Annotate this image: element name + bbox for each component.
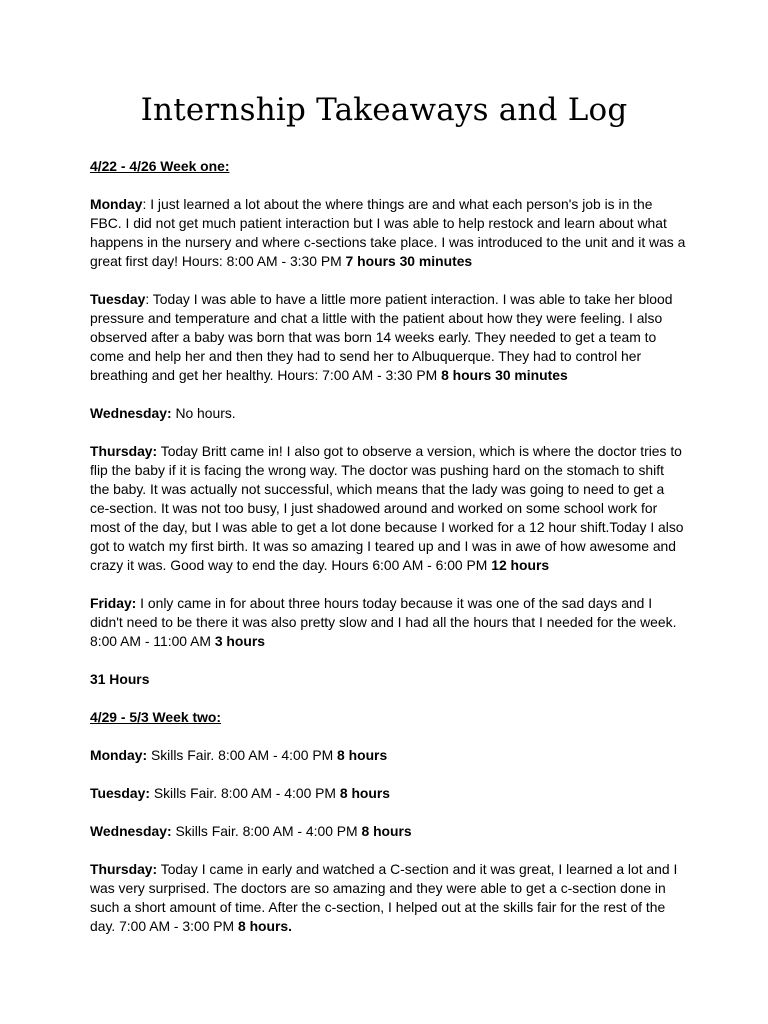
log-entry-tuesday — [90, 784, 686, 803]
week-heading: 4/22 - 4/26 Week one: — [90, 158, 230, 174]
log-entry-thursday — [90, 860, 686, 936]
entry-text: Today Britt came in! I also got to observe a version, which is where the doctor tries to flip the baby if it is facing the wrong way. The doctor was pushing hard on the stomach to shift the baby. It was actually not successful, which means that the lady was going to need to get a ce-section. It was not too busy, I just shadowed around and worked on some school work for most of the day, but I was able to get a lot done because I worked for a 12 hour shift.Today I also got to watch my first birth. It was so amazing I teared up and I was in awe of how awesome and crazy it was. Good way to end the day. Hours 6:00 AM - 6:00 PM — [90, 443, 684, 573]
day-label: Tuesday: — [90, 785, 150, 801]
entry-hours: 3 hours — [214, 633, 265, 649]
entry-text: No hours. — [175, 405, 236, 421]
day-label: Monday — [90, 196, 143, 212]
entry-hours: 8 hours. — [237, 918, 293, 934]
day-label: Wednesday: — [90, 823, 172, 839]
day-label: Thursday: — [90, 443, 158, 459]
entry-hours: 12 hours — [491, 557, 550, 573]
entry-text: Today I came in early and watched a C-section and it was great, I learned a lot and I was very surprised. The doctors are so amazing and they were able to get a c-section done in such a short amount of time. After the c-section, I helped out at the skills fair for the rest of the day. 7:00 AM - 3:00 PM — [90, 861, 678, 934]
log-entry-tuesday — [90, 290, 686, 385]
entry-text: Today I was able to have a little more patient interaction. I was able to take her blood pressure and temperature and chat a little with the patient about how they were feeling. I also observed after a baby was born that was born 14 weeks early. They needed to get a team to come and help her and then they had to send her to Albuquerque. They had to control her breathing and get her healthy. Hours: 7:00 AM - 3:30 PM — [90, 291, 673, 383]
day-label: Tuesday — [90, 291, 146, 307]
log-entry-monday — [90, 195, 686, 271]
entry-text: Skills Fair. 8:00 AM - 4:00 PM — [153, 785, 340, 801]
entry-hours: 7 hours 30 minutes — [345, 253, 473, 269]
entry-hours: 8 hours — [339, 785, 391, 801]
entry-hours: 8 hours 30 minutes — [441, 367, 568, 383]
log-entry-wednesday — [90, 404, 686, 423]
entry-hours: 8 hours — [337, 747, 388, 763]
day-separator: : — [145, 291, 153, 307]
week-total-hours: 31 Hours — [90, 671, 150, 687]
log-entry-wednesday — [90, 822, 686, 841]
day-label: Friday: — [90, 595, 137, 611]
log-entry-thursday — [90, 442, 686, 575]
week-two-section — [90, 708, 686, 936]
page-title: Internship Takeaways and Log — [140, 92, 628, 128]
entry-text: Skills Fair. 8:00 AM - 4:00 PM — [150, 747, 338, 763]
log-entry-monday — [90, 746, 686, 765]
week-one-section — [90, 157, 686, 689]
log-content — [90, 157, 686, 955]
day-label: Thursday: — [90, 861, 158, 877]
entry-text: Skills Fair. 8:00 AM - 4:00 PM — [175, 823, 362, 839]
day-label: Monday: — [90, 747, 148, 763]
entry-text: I just learned a lot about the where things are and what each person's job is in the FBC. I did not get much patient interaction but I was able to help restock and learn about what happens in the nursery and where c-sections take place. I was introduced to the unit and it was a great first day! Hours: 8:00 AM - 3:30 PM — [90, 196, 686, 269]
week-heading: 4/29 - 5/3 Week two: — [90, 709, 221, 725]
day-label: Wednesday: — [90, 405, 172, 421]
entry-hours: 8 hours — [361, 823, 412, 839]
log-entry-friday — [90, 594, 686, 651]
day-separator: : — [142, 196, 151, 212]
entry-text: I only came in for about three hours today because it was one of the sad days and I didn't need to be there it was also pretty slow and I had all the hours that I needed for the week. 8:00 AM - 11:00 AM — [90, 595, 677, 649]
